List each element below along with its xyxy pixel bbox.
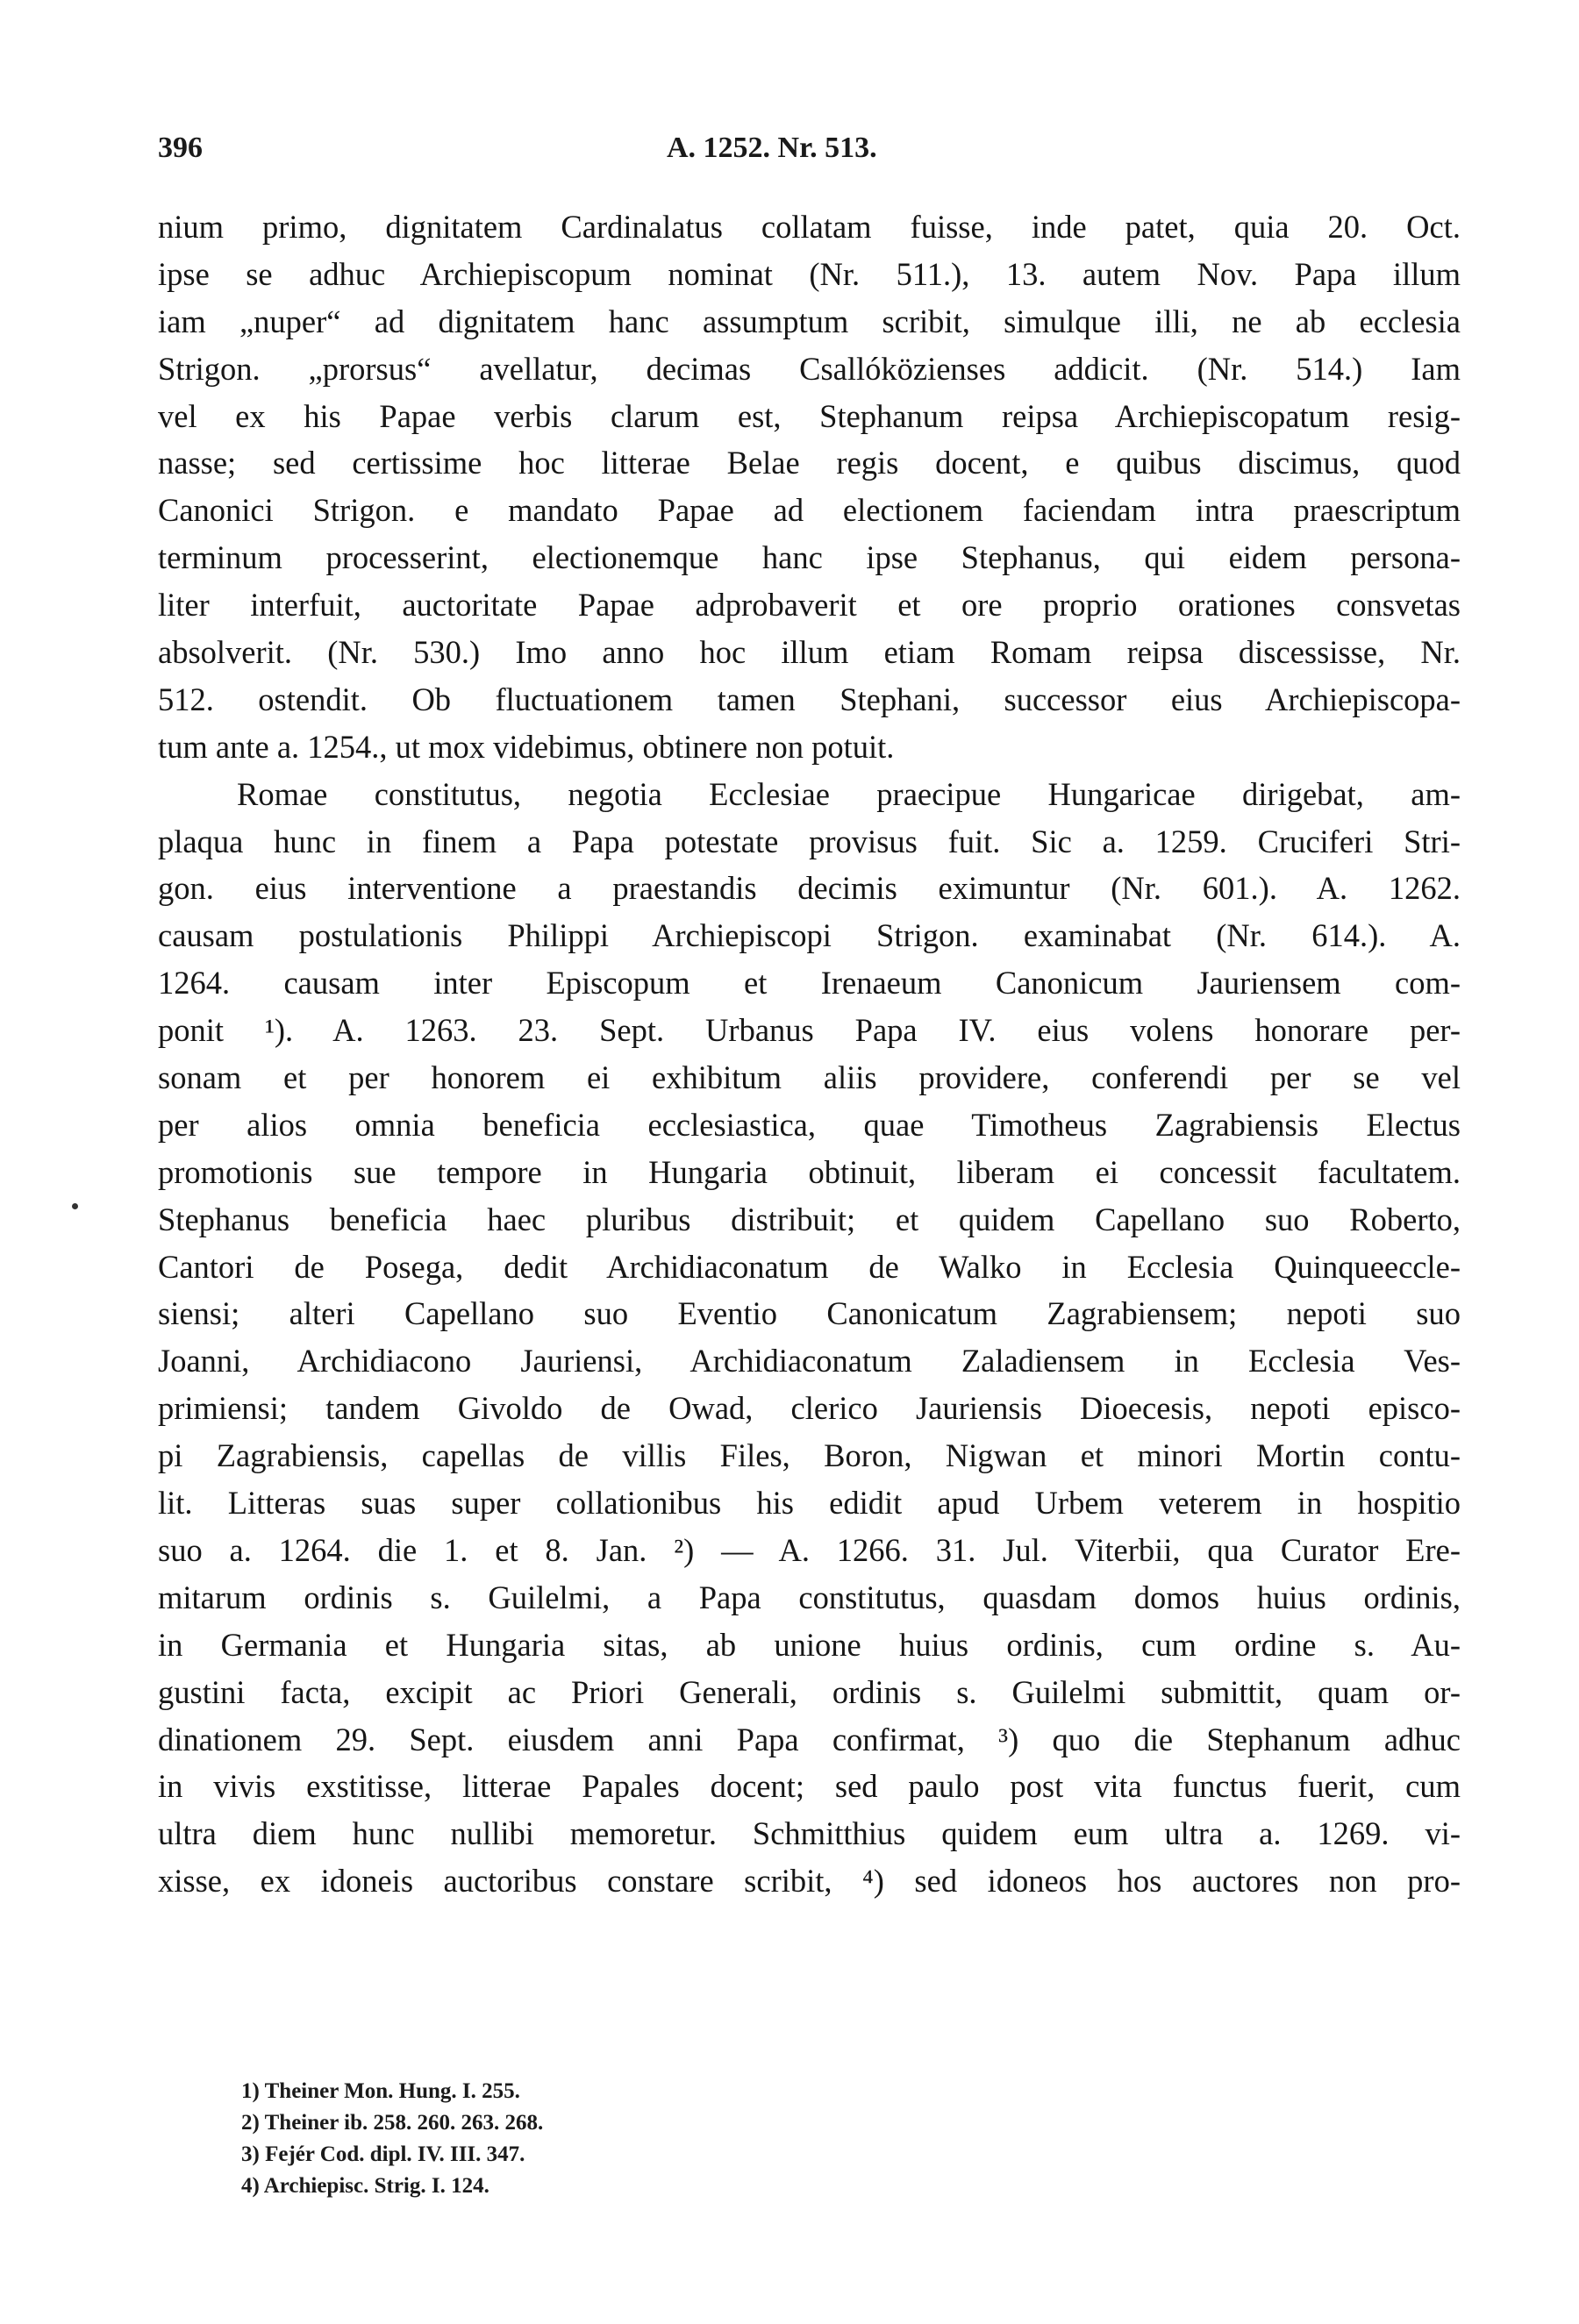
text-line: lit. Litteras suas super collationibus his edidit apud Urbem veterem in hospitio: [158, 1485, 1461, 1522]
text-line: primiensi; tandem Givoldo de Owad, clerico Jauriensis Dioecesis, nepoti episco-: [158, 1390, 1461, 1427]
text-line: liter interfuit, auctoritate Papae adprobaverit et ore proprio orationes consvetas: [158, 587, 1461, 624]
text-line: in vivis exstitisse, litterae Papales docent; sed paulo post vita functus fuerit, cum: [158, 1768, 1461, 1805]
text-line: promotionis sue tempore in Hungaria obtinuit, liberam ei concessit facultatem.: [158, 1153, 1461, 1190]
text-line: terminum processerint, electionemque hanc ipse Stephanus, qui eidem persona-: [158, 539, 1461, 576]
text-line: Joanni, Archidiacono Jauriensi, Archidiaconatum Zaladiensem in Ecclesia Ves-: [158, 1343, 1461, 1379]
text-line: siensi; alteri Capellano suo Eventio Canonicatum Zagrabiensem; nepoti suo: [158, 1295, 1461, 1332]
text-line: 1264. causam inter Episcopum et Irenaeum Canonicum Jauriensem com-: [158, 965, 1461, 1002]
body-text: [158, 203, 1461, 1905]
margin-mark: [72, 1203, 78, 1209]
page-header: [158, 132, 1461, 175]
running-head: A. 1252. Nr. 513.: [667, 132, 877, 164]
text-line: tum ante a. 1254., ut mox videbimus, obtinere non potuit.: [158, 728, 895, 765]
text-line: pi Zagrabiensis, capellas de villis Files, Boron, Nigwan et minori Mortin contu-: [158, 1437, 1461, 1474]
text-line: vel ex his Papae verbis clarum est, Stephanum reipsa Archiepiscopatum resig-: [158, 397, 1461, 434]
footnote: 1) Theiner Mon. Hung. I. 255.: [241, 2079, 520, 2103]
text-line: gustini facta, excipit ac Priori Generali, ordinis s. Guilelmi submittit, quam or-: [158, 1673, 1461, 1710]
text-line: gon. eius interventione a praestandis decimis eximuntur (Nr. 601.). A. 1262.: [158, 870, 1461, 907]
text-line: ponit ¹). A. 1263. 23. Sept. Urbanus Papa IV. eius volens honorare per-: [158, 1012, 1461, 1049]
text-line: ultra diem hunc nullibi memoretur. Schmitthius quidem eum ultra a. 1269. vi-: [158, 1815, 1461, 1852]
text-line: iam „nuper“ ad dignitatem hanc assumptum scribit, simulque illi, ne ab ecclesia: [158, 303, 1461, 339]
page-number: 396: [158, 132, 203, 164]
text-line: ipse se adhuc Archiepiscopum nominat (Nr. 511.), 13. autem Nov. Papa illum: [158, 255, 1461, 292]
text-line: mitarum ordinis s. Guilelmi, a Papa constitutus, quasdam domos huius ordinis,: [158, 1579, 1461, 1615]
text-line: causam postulationis Philippi Archiepiscopi Strigon. examinabat (Nr. 614.). A.: [158, 917, 1461, 954]
footnote: 2) Theiner ib. 258. 260. 263. 268.: [241, 2111, 544, 2135]
paragraph-start-line: Romae constitutus, negotia Ecclesiae praecipue Hungaricae dirigebat, am-: [237, 775, 1461, 812]
text-line: nium primo, dignitatem Cardinalatus collatam fuisse, inde patet, quia 20. Oct.: [158, 209, 1461, 245]
footnote: 3) Fejér Cod. dipl. IV. III. 347.: [241, 2142, 525, 2166]
text-line: nasse; sed certissime hoc litterae Belae regis docent, e quibus discimus, quod: [158, 445, 1461, 481]
text-line: per alios omnia beneficia ecclesiastica, quae Timotheus Zagrabiensis Electus: [158, 1106, 1461, 1143]
text-line: plaqua hunc in finem a Papa potestate provisus fuit. Sic a. 1259. Cruciferi Stri-: [158, 823, 1461, 859]
text-line: suo a. 1264. die 1. et 8. Jan. ²) — A. 1266. 31. Jul. Viterbii, qua Curator Ere-: [158, 1531, 1461, 1568]
footnote: 4) Archiepisc. Strig. I. 124.: [241, 2174, 489, 2198]
text-line: Canonici Strigon. e mandato Papae ad electionem faciendam intra praescriptum: [158, 492, 1461, 529]
text-line: 512. ostendit. Ob fluctuationem tamen Stephani, successor eius Archiepiscopa-: [158, 681, 1461, 717]
footnotes: [241, 2076, 1031, 2202]
text-line: in Germania et Hungaria sitas, ab unione huius ordinis, cum ordine s. Au-: [158, 1626, 1461, 1663]
text-line: Stephanus beneficia haec pluribus distribuit; et quidem Capellano suo Roberto,: [158, 1201, 1461, 1237]
text-line: dinationem 29. Sept. eiusdem anni Papa confirmat, ³) quo die Stephanum adhuc: [158, 1721, 1461, 1757]
text-line: xisse, ex idoneis auctoribus constare scribit, ⁴) sed idoneos hos auctores non pro-: [158, 1863, 1461, 1900]
text-line: absolverit. (Nr. 530.) Imo anno hoc illum etiam Romam reipsa discessisse, Nr.: [158, 634, 1461, 671]
text-line: Strigon. „prorsus“ avellatur, decimas Csallóközienses addicit. (Nr. 514.) Iam: [158, 350, 1461, 387]
text-line: sonam et per honorem ei exhibitum aliis providere, conferendi per se vel: [158, 1059, 1461, 1096]
text-line: Cantori de Posega, dedit Archidiaconatum de Walko in Ecclesia Quinqueeccle-: [158, 1248, 1461, 1285]
